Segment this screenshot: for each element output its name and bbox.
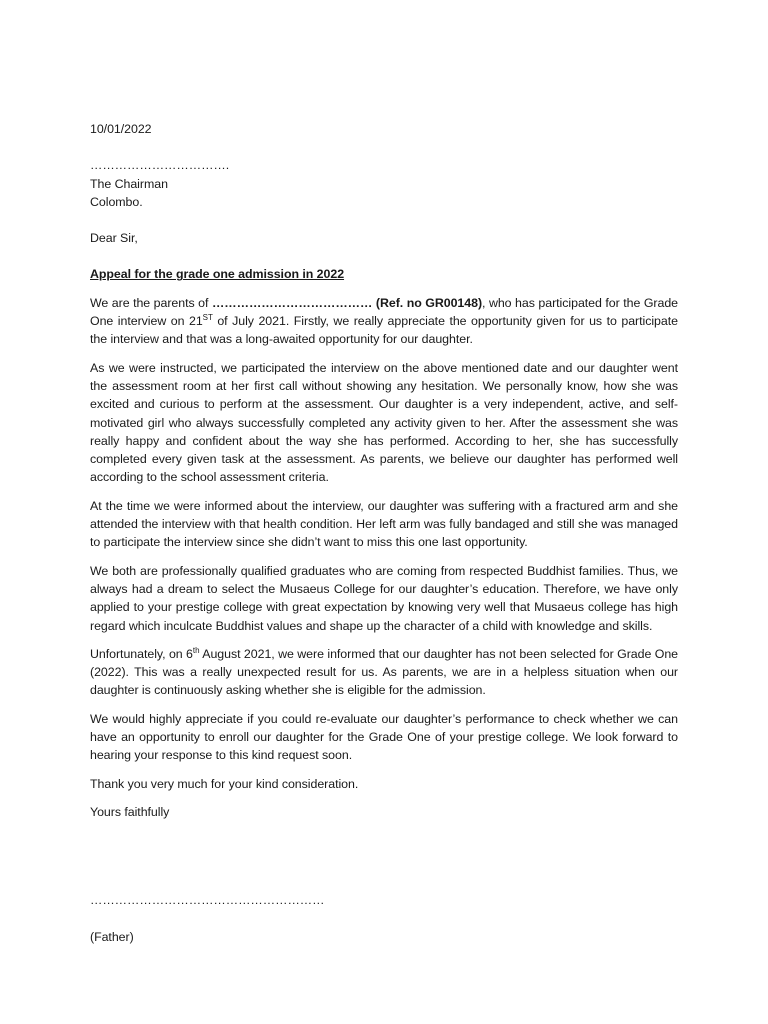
- ordinal-suffix: th: [192, 645, 200, 655]
- paragraph-request: We would highly appreciate if you could re-evaluate our daughter’s performance to check whether we can have an opportunity to enroll our daughter for the Grade One of your prestige college. We look forward to hearing your response to this kind request soon.: [90, 711, 678, 763]
- reference-number: ………………………………… (Ref. no GR00148): [211, 295, 483, 310]
- recipient-blank: …………………………….: [90, 158, 230, 173]
- paragraph-intro-d: of July 2021. Firstly, we really appreciate the opportunity given for us to participate the interview and that was a long-awaited opportunity for our daughter.: [90, 314, 678, 347]
- paragraph-background: We both are professionally qualified graduates who are coming from respected Buddhist families. Thus, we always had a dream to select the Musaeus College for our daughter’s education. Therefore, we have only applied to your prestige college with great expectation by knowing very well that Musaeus college has high regard which inculcate Buddhist values and shape up the character of a child with knowledge and skills.: [90, 563, 678, 633]
- letter-body: [90, 120, 678, 946]
- letter-subject: Appeal for the grade one admission in 2022: [90, 267, 345, 282]
- paragraph-result-a: Unfortunately, on 6: [90, 646, 193, 661]
- paragraph-intro-c: , who has participated for the Grade One interview on 21: [90, 295, 679, 329]
- thank-you-line: Thank you very much for your kind consideration.: [90, 776, 359, 791]
- letter-date: 10/01/2022: [90, 122, 152, 136]
- paragraph-assessment: As we were instructed, we participated the interview on the above mentioned date and our daughter went the assessment room at her first call without showing any hesitation. We personally know, how she was excited and curious to perform at the assessment. Our daughter is a very independent, active, and self-motivated girl who always successfully completed any activity given to her. After the assessment she was really happy and confident about the way she has performed. According to her, she has successfully completed every given task at the assessment. As parents, we believe our daughter has performed well according to the school assessment criteria.: [90, 360, 678, 485]
- paragraph-intro-a: We are the parents of: [90, 295, 212, 310]
- paragraph-intro: [90, 294, 678, 349]
- closing-line: Yours faithfully: [90, 804, 170, 819]
- paragraph-result-b: August 2021, we were informed that our daughter has not been selected for Grade One (2022). This was a really unexpected result for us. As parents, we are in a helpless situation when our daughter is continuously asking whether she is eligible for the admission.: [90, 646, 679, 698]
- recipient-title: The Chairman: [90, 176, 168, 191]
- paragraph-health: At the time we were informed about the interview, our daughter was suffering with a fractured arm and she attended the interview with that health condition. Her left arm was fully bandaged and still she was managed to participate the interview since she didn’t want to miss this one last opportunity.: [90, 498, 678, 550]
- ordinal-suffix: ST: [202, 312, 213, 322]
- recipient-city: Colombo.: [90, 194, 143, 209]
- signature-line: …………………………………………………: [90, 893, 325, 908]
- paragraph-result: [90, 645, 678, 700]
- signer-label: (Father): [90, 929, 134, 944]
- salutation: Dear Sir,: [90, 231, 138, 246]
